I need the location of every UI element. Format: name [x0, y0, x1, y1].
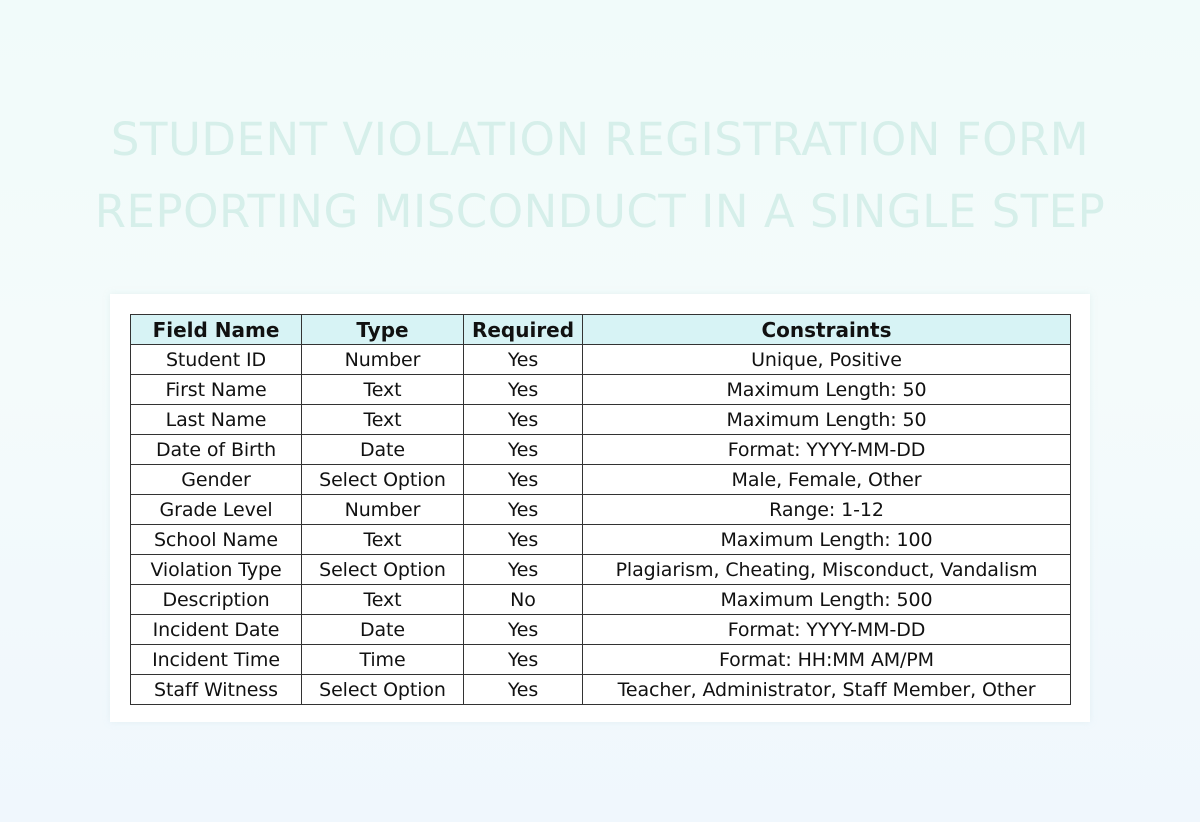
cell-constraints: Format: YYYY-MM-DD: [583, 435, 1071, 465]
fields-table: [130, 314, 1071, 705]
cell-required: Yes: [464, 405, 583, 435]
cell-field-name: Incident Date: [131, 615, 302, 645]
table-row: [131, 615, 1071, 645]
table-row: [131, 555, 1071, 585]
cell-field-name: Last Name: [131, 405, 302, 435]
table-row: [131, 345, 1071, 375]
cell-required: Yes: [464, 375, 583, 405]
cell-field-name: Student ID: [131, 345, 302, 375]
cell-field-name: School Name: [131, 525, 302, 555]
cell-type: Time: [302, 645, 464, 675]
cell-constraints: Plagiarism, Cheating, Misconduct, Vandalism: [583, 555, 1071, 585]
cell-constraints: Format: YYYY-MM-DD: [583, 615, 1071, 645]
table-row: [131, 465, 1071, 495]
cell-field-name: Grade Level: [131, 495, 302, 525]
header-required: Required: [464, 315, 583, 345]
table-row: [131, 435, 1071, 465]
title-line-1: STUDENT VIOLATION REGISTRATION FORM: [110, 113, 1090, 166]
cell-constraints: Range: 1-12: [583, 495, 1071, 525]
cell-required: Yes: [464, 345, 583, 375]
cell-type: Date: [302, 615, 464, 645]
cell-required: Yes: [464, 495, 583, 525]
header-type: Type: [302, 315, 464, 345]
cell-type: Number: [302, 495, 464, 525]
cell-required: Yes: [464, 555, 583, 585]
cell-required: Yes: [464, 525, 583, 555]
cell-type: Text: [302, 525, 464, 555]
table-row: [131, 675, 1071, 705]
cell-required: Yes: [464, 645, 583, 675]
cell-constraints: Teacher, Administrator, Staff Member, Other: [583, 675, 1071, 705]
cell-field-name: Description: [131, 585, 302, 615]
header-field-name: Field Name: [131, 315, 302, 345]
cell-field-name: Violation Type: [131, 555, 302, 585]
table-row: [131, 375, 1071, 405]
cell-field-name: Staff Witness: [131, 675, 302, 705]
header-constraints: Constraints: [583, 315, 1071, 345]
cell-constraints: Unique, Positive: [583, 345, 1071, 375]
table-row: [131, 405, 1071, 435]
table-header-row: [131, 315, 1071, 345]
cell-type: Number: [302, 345, 464, 375]
cell-field-name: Date of Birth: [131, 435, 302, 465]
cell-constraints: Format: HH:MM AM/PM: [583, 645, 1071, 675]
cell-required: Yes: [464, 435, 583, 465]
cell-required: Yes: [464, 615, 583, 645]
cell-constraints: Maximum Length: 50: [583, 405, 1071, 435]
cell-constraints: Maximum Length: 50: [583, 375, 1071, 405]
page-title: [0, 104, 1200, 248]
cell-type: Date: [302, 435, 464, 465]
cell-field-name: Incident Time: [131, 645, 302, 675]
table-row: [131, 585, 1071, 615]
cell-required: No: [464, 585, 583, 615]
title-line-2: REPORTING MISCONDUCT IN A SINGLE STEP: [94, 185, 1106, 238]
table-row: [131, 495, 1071, 525]
cell-type: Select Option: [302, 465, 464, 495]
table-row: [131, 525, 1071, 555]
table-card: [110, 294, 1090, 722]
cell-type: Text: [302, 585, 464, 615]
cell-constraints: Maximum Length: 100: [583, 525, 1071, 555]
cell-required: Yes: [464, 675, 583, 705]
cell-constraints: Male, Female, Other: [583, 465, 1071, 495]
cell-required: Yes: [464, 465, 583, 495]
cell-type: Text: [302, 375, 464, 405]
cell-type: Text: [302, 405, 464, 435]
cell-type: Select Option: [302, 675, 464, 705]
table-row: [131, 645, 1071, 675]
cell-field-name: Gender: [131, 465, 302, 495]
cell-field-name: First Name: [131, 375, 302, 405]
cell-constraints: Maximum Length: 500: [583, 585, 1071, 615]
cell-type: Select Option: [302, 555, 464, 585]
